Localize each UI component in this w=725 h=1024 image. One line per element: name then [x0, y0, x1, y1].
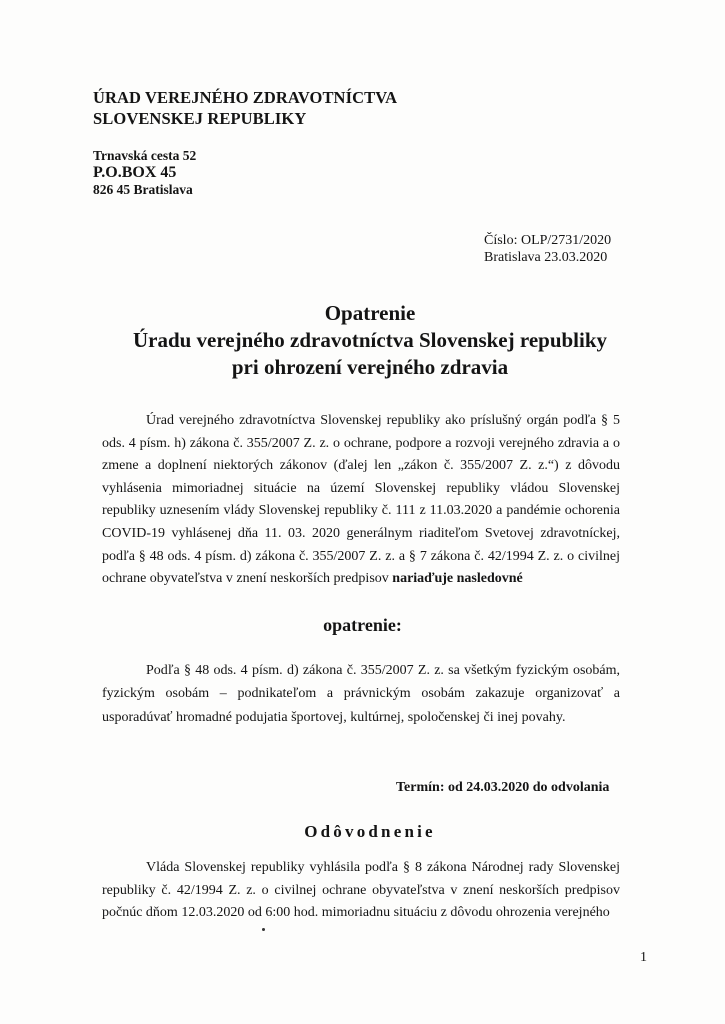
intro-emphasis: nariaďuje nasledovné	[392, 571, 523, 587]
reference-block	[484, 232, 611, 266]
intro-text: Úrad verejného zdravotníctva Slovenskej republiky ako príslušný orgán podľa § 5 ods. 4 písm. h) zákona č. 355/2007 Z. z. o ochrane, podpore a rozvoji verejného zdravia a o zmene a doplnení niektorých zákonov (ďalej len „zákon č. 355/2007 Z. z.“) z dôvodu vyhlásenia mimoriadnej situácie na území Slovenskej republiky vládou Slovenskej republiky uznesením vlády Slovenskej republiky č. 111 z 11.03.2020 a pandémie ochorenia COVID-19 vyhlásenej dňa 11. 03. 2020 generálnym riaditeľom Svetovej zdravotníckej, podľa § 48 ods. 4 písm. d) zákona č. 355/2007 Z. z. a § 7 zákona č. 42/1994 Z. z. o civilnej ochrane obyvateľstva v znení neskorších predpisov	[102, 413, 620, 587]
scan-speck	[262, 928, 265, 931]
document-title	[0, 300, 725, 381]
authority-address	[93, 148, 196, 197]
address-city: 826 45 Bratislava	[93, 182, 193, 197]
authority-name-line2: SLOVENSKEJ REPUBLIKY	[93, 109, 307, 128]
reasoning-heading: Odôvodnenie	[304, 822, 436, 841]
title-line1: Opatrenie	[324, 301, 416, 325]
reasoning-paragraph: Vláda Slovenskej republiky vyhlásila podľa § 8 zákona Národnej rady Slovenskej republiky č. 42/1994 Z. z. o civilnej ochrane obyvateľstva v znení neskorších predpisov počnúc dňom 12.03.2020 od 6:00 hod. mimoriadnu situáciu z dôvodu ohrozenia verejného	[102, 860, 620, 921]
page-number: 1	[640, 950, 647, 965]
title-line2: Úradu verejného zdravotníctva Slovenskej republiky	[132, 328, 608, 352]
measure-heading: opatrenie:	[323, 615, 402, 635]
address-street: Trnavská cesta 52	[93, 148, 197, 163]
reference-place-date: Bratislava 23.03.2020	[484, 250, 608, 265]
address-pobox: P.O.BOX 45	[93, 164, 177, 181]
authority-name	[93, 87, 397, 129]
authority-name-line1: ÚRAD VEREJNÉHO ZDRAVOTNÍCTVA	[93, 88, 398, 107]
reference-number: Číslo: OLP/2731/2020	[484, 233, 612, 248]
intro-paragraph	[102, 410, 620, 591]
title-line3: pri ohrození verejného zdravia	[231, 355, 509, 379]
measure-paragraph: Podľa § 48 ods. 4 písm. d) zákona č. 355/2007 Z. z. sa všetkým fyzickým osobám, fyzickým osobám – podnikateľom a právnickým osobám zakazuje organizovať a usporadúvať hromadné podujatia športovej, kultúrnej, spoločenskej či inej povahy.	[102, 663, 620, 725]
measure-term: Termín: od 24.03.2020 do odvolania	[396, 780, 610, 795]
